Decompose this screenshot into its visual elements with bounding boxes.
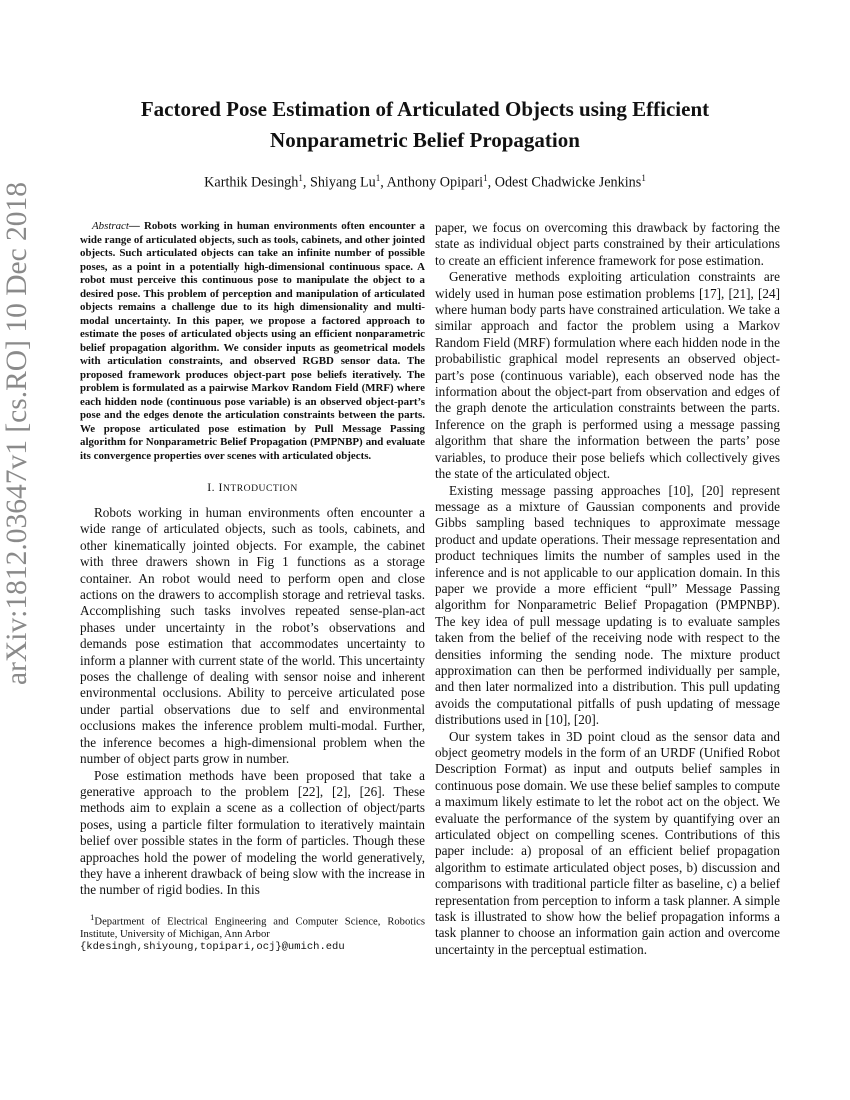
author-list: Karthik Desingh$^1$, Shiyang Lu$^1$, Anthony Opipari$^1$, Odest Chadwicke Jenkins$^1$ [204, 173, 646, 191]
body-paragraph: Robots working in human environments often encounter a wide range of articulated objects, such as tools, cabinets, and other kinematically jointed objects. For example, the cabinet with three drawers shown in Fig 1 functions as a storage container. An robot would need to perform open and close actions on the drawers to accomplish storage and retrieval tasks. Accomplishing such tasks involves repeated sense-plan-act phases under uncertainty in the robot’s observations and demands pose estimation that accommodates uncertainty to inform a planner with current state of the world. This uncertainty poses the challenge of dealing with sensor noise and inherent environmental occlusions. Ability to perceive articulated pose under partial observations due to self and environmental occlusions makes the inference problem multi-modal. Further, the inference becomes a high-dimensional problem when the number of object parts grow in number. [80, 505, 425, 767]
section-heading [80, 480, 425, 495]
author-name: Karthik Desingh [204, 174, 299, 191]
affiliation-marker: 1 [641, 173, 646, 183]
section-title-first: I [218, 480, 223, 494]
section-number: I. [207, 480, 219, 494]
footnote-marker: 1 [90, 911, 95, 922]
body-paragraph: paper, we focus on overcoming this drawback by factoring the state as individual object parts constrained by their articulations to create an efficient inference framework for pose estimation. [435, 220, 780, 268]
footnote-text: Department of Electrical Engineering and Computer Science, Robotics Institute, University of Michigan, Ann Arbor [80, 916, 425, 940]
abstract-text: — Robots working in human environments often encounter a wide range of articulated objects, such as tools, cabinets, and other jointed objects. Such articulated objects can take an infinite number of possible poses, as a point in a potentially high-dimensional continuous space. A robot must perceive this continuous pose to manipulate the object to a desired pose. This problem of perception and manipulation of articulated objects remains a challenge due to its high dimensionality and multi-modal uncertainty. In this paper, we propose a factored approach to estimate the poses of articulated objects using an efficient nonparametric belief propagation algorithm. We consider inputs as geometrical models with articulation constraints, and observed RGBD sensor data. The proposed framework produces object-part pose beliefs iteratively. The problem is formulated as a pairwise Markov Random Field (MRF) where each hidden node (continuous pose variable) is an observed object-part’s pose and the edges denote the articulation constraints between the parts. We propose articulated pose estimation by Pull Message Passing algorithm for Nonparametric Belief Propagation (PMPNBP) and evaluate its convergence properties over scenes with articulated objects. [80, 220, 425, 462]
abstract [80, 220, 425, 463]
left-column [80, 220, 425, 954]
paper-title: Factored Pose Estimation of Articulated Objects using Efficient Nonparametric Belief Propagation [140, 97, 710, 152]
affiliation-marker: 1 [375, 173, 381, 183]
section-title-rest: NTRODUCTION [222, 483, 298, 494]
affiliation-footnote [80, 911, 425, 954]
author-name: Anthony Opipari [386, 174, 484, 191]
abstract-label: Abstract [92, 220, 129, 232]
body-paragraph: Existing message passing approaches [10], [20] represent message as a mixture of Gaussian components and provide Gibbs sampling based techniques to approximate message product and update operations. Their message representation and product techniques limits the number of samples used in the inference and is not applicable to our application domain. In this paper we provide a more efficient “pull” Message Passing algorithm for Nonparametric Belief Propagation (PMPNBP). The key idea of pull message updating is to evaluate samples taken from the belief of the receiving node with respect to the densities informing the sending node. The mixture product approximation can then be performed individually per sample, and then later normalized into a distribution. This pull updating avoids the computational pitfalls of push updating of message distributions used in [10], [20]. [435, 482, 780, 728]
affiliation-marker: 1 [298, 173, 303, 183]
body-paragraph: Our system takes in 3D point cloud as the sensor data and object geometry models in the form of an URDF (Unified Robot Description Format) as input and outputs belief samples in continuous pose domain. We use these belief samples to compute a maximum likely estimate to let the robot act on the object. We evaluate the performance of the system by quantifying over an articulated object on compelling scenes. Contributions of this paper include: a) proposal of an efficient belief propagation algorithm to estimate articulated object poses, b) discussion and comparisons with traditional particle filter as baseline, c) a belief representation from perception to inform a task planner. A simple task is illustrated to show how the belief propagation informs a task planner to choose an information gain action and overcome uncertainty in the perceptual estimation. [435, 728, 780, 957]
right-column [435, 220, 780, 958]
arxiv-stamp: arXiv:1812.03647v1 [cs.RO] 10 Dec 2018 [1, 181, 33, 685]
affiliation-marker: 1 [483, 173, 488, 183]
author-name: Shiyang Lu [309, 174, 376, 191]
body-paragraph: Generative methods exploiting articulation constraints are widely used in human pose estimation problems [17], [21], [24] where human body parts have constrained articulation. We take a similar approach and factor the problem using a Markov Random Field (MRF) formulation where each hidden node in the probabilistic graphical model represents an observed object-part’s pose (continuous variable), each observed node has the information about the object-part from observation and edges of the graph denote the articulation constraints between the parts. Inference on the graph is performed using a message passing algorithm that share the information between the parts’ pose variables, to produce their pose beliefs which collectively gives the state of the articulated object. [435, 269, 780, 482]
body-paragraph: Pose estimation methods have been proposed that take a generative approach to the problem [22], [2], [26]. These methods aim to explain a scene as a collection of object/parts poses, using a particle filter formulation to iteratively maintain belief over possible states in the form of particles. Though these approaches hold the power of modeling the world generatively, they have a inherent drawback of being slow with the increase in the number of rigid bodies. In this [80, 767, 425, 898]
footnote-emails: {kdesingh,shiyoung,topipari,ocj}@umich.edu [80, 941, 345, 954]
author-name: Odest Chadwicke Jenkins [494, 174, 642, 191]
